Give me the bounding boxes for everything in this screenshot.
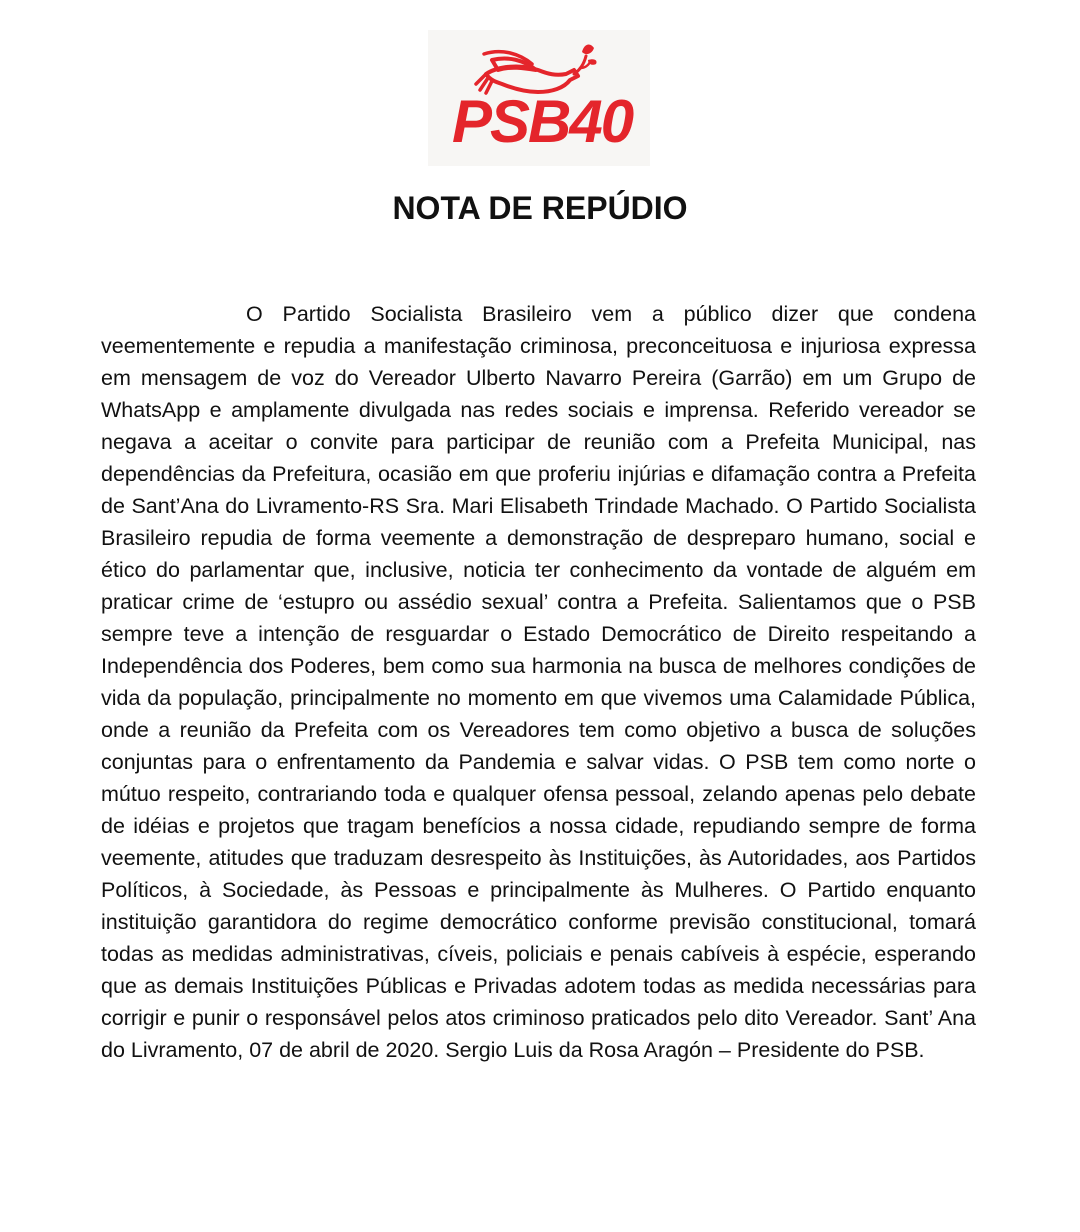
page-title: NOTA DE REPÚDIO <box>392 190 688 226</box>
party-logo <box>428 30 650 166</box>
logo-brand-text: PSB40 <box>452 88 633 155</box>
body-paragraph: O Partido Socialista Brasileiro vem a público dizer que condena veementemente e repudia a manifestação criminosa, preconceituosa e injuriosa expressa em mensagem de voz do Vereador Ulberto Navarro Pereira (Garrão) em um Grupo de WhatsApp e amplamente divulgada nas redes sociais e imprensa. Referido vereador se negava a aceitar o convite para participar de reunião com a Prefeita Municipal, nas dependências da Prefeitura, ocasião em que proferiu injúrias e difamação contra a Prefeita de Sant’Ana do Livramento-RS Sra. Mari Elisabeth Trindade Machado. O Partido Socialista Brasileiro repudia de forma veemente a demonstração de despreparo humano, social e ético do parlamentar que, inclusive, noticia ter conhecimento da vontade de alguém em praticar crime de ‘estupro ou assédio sexual’ contra a Prefeita. Salientamos que o PSB sempre teve a intenção de resguardar o Estado Democrático de Direito respeitando a Independência dos Poderes, bem como sua harmonia na busca de melhores condições de vida da população, principalmente no momento em que vivemos uma Calamidade Pública, onde a reunião da Prefeita com os Vereadores tem como objetivo a busca de soluções conjuntas para o enfrentamento da Pandemia e salvar vidas. O PSB tem como norte o mútuo respeito, contrariando toda e qualquer ofensa pessoal, zelando apenas pelo debate de idéias e projetos que tragam benefícios a nossa cidade, repudiando sempre de forma veemente, atitudes que traduzam desrespeito às Instituições, às Autoridades, aos Partidos Políticos, à Sociedade, às Pessoas e principalmente às Mulheres. O Partido enquanto instituição garantidora do regime democrático conforme previsão constitucional, tomará todas as medidas administrativas, cíveis, policiais e penais cabíveis à espécie, esperando que as demais Instituições Públicas e Privadas adotem todas as medida necessárias para corrigir e punir o responsável pelos atos criminoso praticados pelo dito Vereador. Sant’ Ana do Livramento, 07 de abril de 2020. Sergio Luis da Rosa Aragón – Presidente do PSB. <box>101 302 976 1062</box>
